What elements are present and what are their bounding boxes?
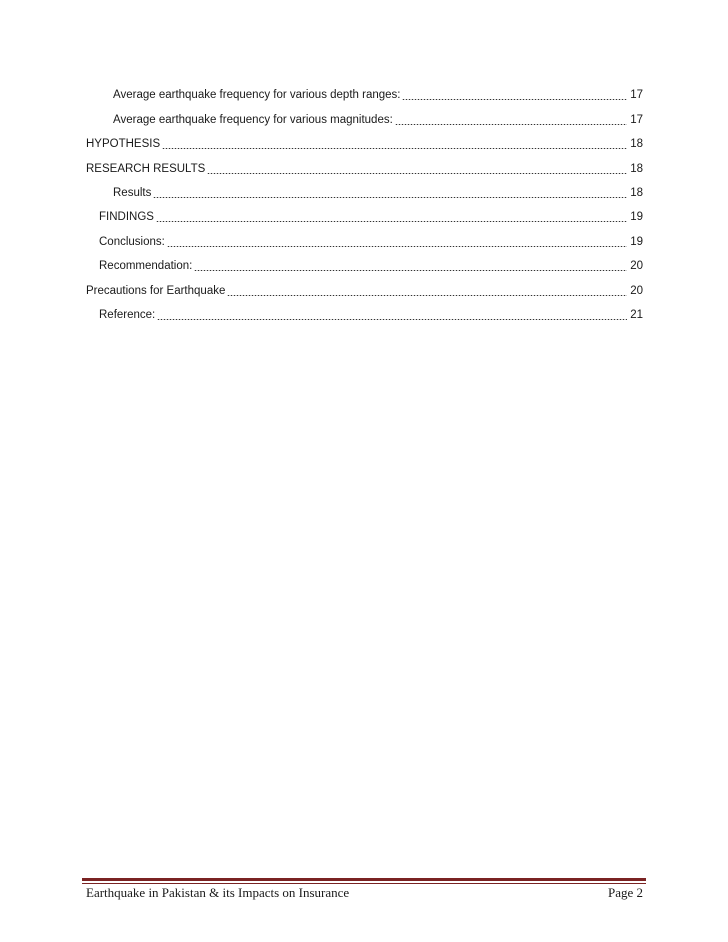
- toc-entry-title: Average earthquake frequency for various magnitudes:: [113, 113, 393, 126]
- toc-entry-page: 17: [630, 89, 643, 102]
- toc-entry-title: Conclusions:: [99, 235, 165, 248]
- toc-entry[interactable]: [86, 108, 643, 132]
- toc-entry-title: Average earthquake frequency for various depth ranges:: [113, 89, 401, 102]
- toc-entry-title: RESEARCH RESULTS: [86, 162, 206, 175]
- footer-document-title: Earthquake in Pakistan & its Impacts on Insurance: [86, 885, 350, 900]
- toc-entry-title: Results: [113, 187, 152, 199]
- toc-entry-page: 18: [630, 138, 643, 151]
- table-of-contents: [86, 84, 643, 328]
- toc-entry[interactable]: [86, 255, 643, 279]
- toc-entry-page: 20: [630, 284, 643, 297]
- toc-entry-title: Reference:: [99, 308, 156, 321]
- toc-entry[interactable]: [86, 182, 643, 206]
- toc-entry[interactable]: [86, 84, 643, 108]
- toc-dot-leader: [162, 148, 627, 149]
- toc-entry-page: 18: [630, 162, 643, 175]
- toc-dot-leader: [167, 246, 627, 247]
- toc-dot-leader: [395, 124, 627, 125]
- toc-entry[interactable]: [86, 279, 643, 303]
- footer-page-number: Page 2: [607, 885, 643, 900]
- toc-entry-page: 17: [630, 113, 643, 126]
- toc-dot-leader: [207, 173, 627, 174]
- page-footer: [86, 884, 643, 902]
- toc-dot-leader: [156, 221, 627, 222]
- toc-entry-page: 18: [630, 187, 643, 199]
- toc-entry-title: FINDINGS: [99, 211, 154, 224]
- footer-rule-thick: [82, 878, 646, 881]
- toc-dot-leader: [227, 295, 627, 296]
- toc-entry-page: 21: [630, 308, 643, 321]
- toc-dot-leader: [153, 197, 627, 198]
- toc-entry-title: HYPOTHESIS: [86, 138, 161, 151]
- toc-entry-title: Recommendation:: [99, 260, 193, 273]
- toc-entry-title: Precautions for Earthquake: [86, 284, 226, 297]
- toc-dot-leader: [157, 319, 627, 320]
- toc-entry[interactable]: [86, 206, 643, 230]
- toc-entry[interactable]: [86, 230, 643, 254]
- toc-dot-leader: [194, 270, 627, 271]
- toc-dot-leader: [402, 99, 627, 100]
- toc-entry-page: 20: [630, 260, 643, 273]
- toc-entry-page: 19: [630, 211, 643, 224]
- toc-entry[interactable]: [86, 157, 643, 181]
- toc-entry[interactable]: [86, 133, 643, 157]
- toc-entry-page: 19: [630, 235, 643, 248]
- toc-entry[interactable]: [86, 304, 643, 328]
